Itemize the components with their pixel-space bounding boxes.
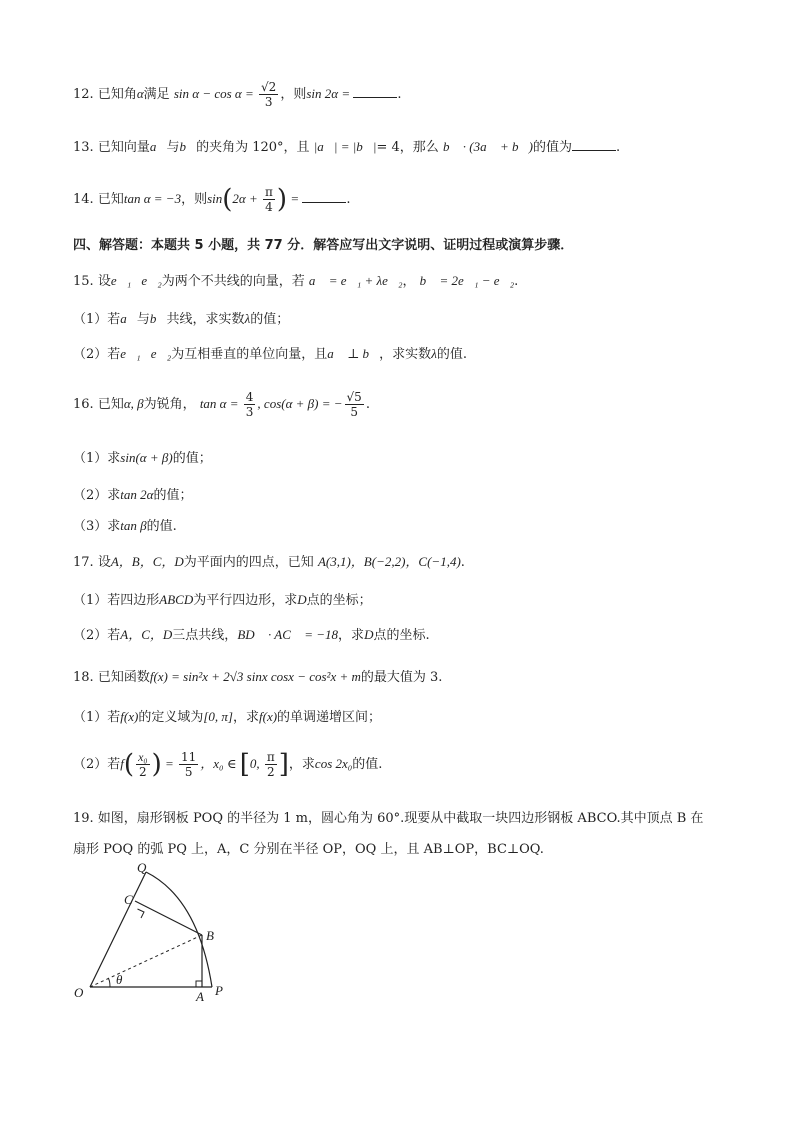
- question-19-line-2: 扇形 POQ 的弧 PQ 上，A，C 分别在半径 OP，OQ 上，且 AB⊥OP，BC⊥OQ.: [73, 842, 544, 857]
- segment-bc: [135, 901, 202, 935]
- label-p: P: [215, 983, 223, 998]
- segment-ob-dashed: [90, 935, 202, 987]
- label-theta: θ: [116, 972, 123, 987]
- question-19-line-1: 19. 如图，扇形钢板 POQ 的半径为 1 m，圆心角为 60°.现要从中截取一块四边形钢板 ABCO.其中顶点 B 在: [73, 811, 704, 826]
- question-16-part-2: （2）求tan 2α的值；: [73, 487, 193, 503]
- label-o: O: [74, 985, 84, 1000]
- section-4-heading: 四、解答题：本题共 5 小题，共 77 分．解答应写出文字说明、证明过程或演算步骤．: [73, 238, 574, 253]
- theta-arc: [108, 978, 110, 987]
- question-17-part-1: （1）若四边形ABCD为平行四边形，求D点的坐标；: [73, 592, 372, 608]
- label-c: C: [124, 892, 133, 907]
- right-angle-a: [196, 981, 202, 987]
- label-b: B: [206, 928, 214, 943]
- question-16-part-1: （1）求sin(α + β)的值；: [73, 450, 212, 466]
- question-15: 15. 设e⃗₁，e⃗₂为两个不共线的向量，若 a⃗ = e⃗₁ + λe⃗₂， b⃗ = 2e⃗₁ − e⃗₂.: [73, 273, 519, 289]
- answer-blank[interactable]: [572, 138, 616, 151]
- question-18-part-2: （2）若f( $\frac{\text{x₀}}{2}$ ) = $\frac{11}{5}$ ，x₀ ∈ [0, $\frac{\pi}{2}$ ]，求cos 2x₀的值.: [73, 749, 383, 780]
- right-angle-c: [138, 909, 145, 918]
- question-18: 18. 已知函数f(x) = sin²x + 2√3 sinx cosx − cos²x + m的最大值为 3.: [73, 669, 443, 685]
- question-17: 17. 设A，B，C，D为平面内的四点，已知 A(3,1)，B(−2,2)，C(−1,4).: [73, 554, 465, 570]
- label-a: A: [196, 989, 204, 1004]
- question-17-part-2: （2）若A，C，D三点共线，BD⃗ · AC⃗ = −18，求D点的坐标.: [73, 627, 430, 643]
- question-15-part-1: （1）若a⃗与b⃗共线，求实数λ的值；: [73, 311, 290, 327]
- question-12: 12. 已知角α满足 sin α − cos α = $\frac{√2}{3}$ ，则sin 2α = .: [73, 80, 402, 109]
- answer-blank[interactable]: [302, 190, 346, 203]
- question-16: 16. 已知α, β为锐角， tan α = $\frac{4}{3}$ , cos(α + β) = − $\frac{√5}{5}$ .: [73, 390, 370, 419]
- answer-blank[interactable]: [353, 85, 397, 98]
- question-15-part-2: （2）若e⃗₁，e⃗₂为互相垂直的单位向量，且a⃗ ⊥ b⃗，求实数λ的值.: [73, 346, 467, 362]
- question-13: 13. 已知向量a⃗与b⃗的夹角为 120°，且 |a⃗| = |b⃗|= 4，那么 b⃗ · (3a⃗ + b⃗)的值为 .: [73, 139, 621, 155]
- sector-figure: [70, 862, 230, 1012]
- question-16-part-3: （3）求tan β的值.: [73, 518, 177, 534]
- question-14: 14. 已知tan α = −3，则sin(2α + $\frac{\pi}{4}$ ) = .: [73, 184, 351, 215]
- label-q: Q: [137, 862, 147, 875]
- segment-oq: [90, 872, 146, 987]
- question-18-part-1: （1）若f(x)的定义域为[0, π]，求f(x)的单调递增区间；: [73, 709, 382, 725]
